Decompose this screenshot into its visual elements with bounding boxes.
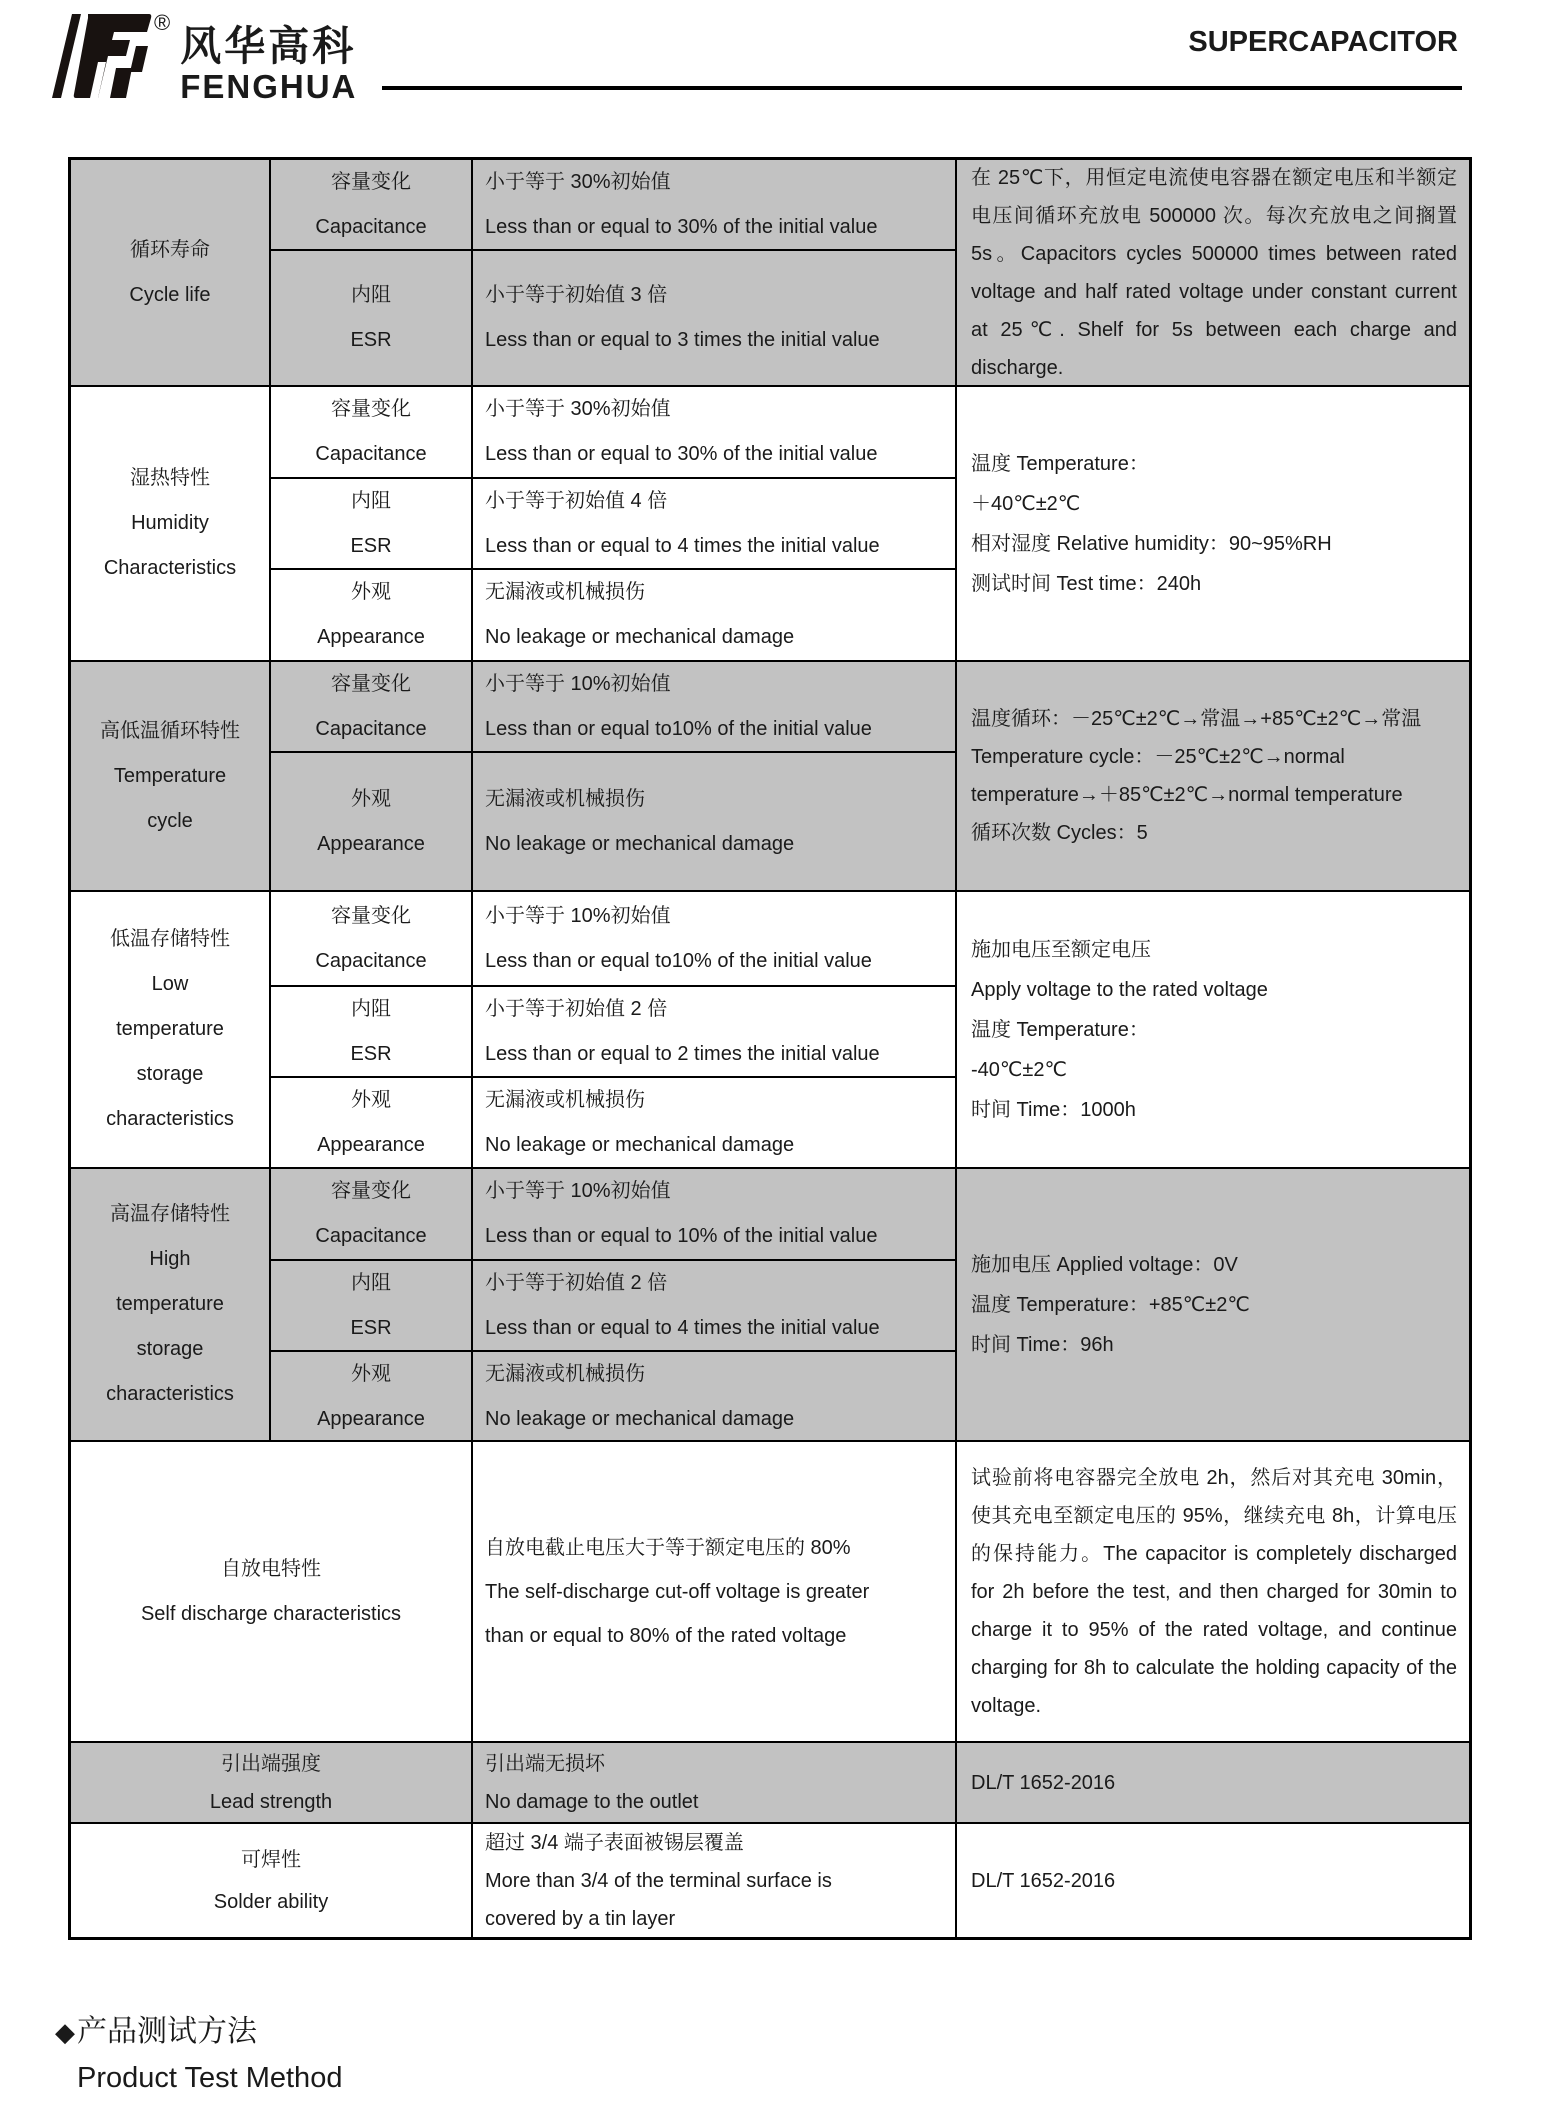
param-cell: 容量变化 Capacitance xyxy=(271,160,473,249)
requirement-cell: 小于等于 30%初始值 Less than or equal to 30% of the initial value xyxy=(473,387,957,477)
requirement-cell: 小于等于 10%初始值 Less than or equal to10% of the initial value xyxy=(473,892,957,985)
subrow xyxy=(271,387,957,477)
page-header xyxy=(0,0,1552,110)
param-cell: 外观 Appearance xyxy=(271,1078,473,1167)
method-cell: 温度循环：－25℃±2℃→常温→+85℃±2℃→常温 Temperature cycle：－25℃±2℃→normal temperature→＋85℃±2℃→normal temperature 循环次数 Cycles：5 xyxy=(971,708,1422,844)
row-temperature-cycle xyxy=(71,660,1469,890)
fenghua-logo xyxy=(52,10,357,104)
requirement-cell: 无漏液或机械损伤 No leakage or mechanical damage xyxy=(473,753,957,890)
row-low-temperature-storage xyxy=(71,890,1469,1167)
item-cell: 自放电特性 Self discharge characteristics xyxy=(71,1442,473,1741)
section-title-zh-text: 产品测试方法 xyxy=(77,2015,257,2048)
param-cell: 内阻 ESR xyxy=(271,987,473,1076)
fenghua-logo-mark-icon xyxy=(52,10,152,98)
method-cell: 试验前将电容器完全放电 2h，然后对其充电 30min，使其充电至额定电压的 95%，继续充电 8h，计算电压的保持能力。The capacitor is completely discharged for 2h before the test, and then charged for 30min to charge it to 95% of the rated voltage, and continue charging for 8h to calculate the holding capacity of the voltage. xyxy=(971,1466,1457,1717)
method-cell: DL/T 1652-2016 xyxy=(971,1771,1116,1794)
param-cell: 内阻 ESR xyxy=(271,251,473,385)
param-cell: 容量变化 Capacitance xyxy=(271,1169,473,1259)
requirement-cell: 小于等于初始值 3 倍 Less than or equal to 3 times the initial value xyxy=(473,251,957,385)
requirement-cell: 无漏液或机械损伤 No leakage or mechanical damage xyxy=(473,1078,957,1167)
requirement-cell: 小于等于 30%初始值 Less than or equal to 30% of the initial value xyxy=(473,160,957,249)
row-solder-ability xyxy=(71,1822,1469,1937)
requirement-cell: 超过 3/4 端子表面被锡层覆盖 More than 3/4 of the terminal surface is covered by a tin layer xyxy=(473,1824,957,1937)
param-cell: 容量变化 Capacitance xyxy=(271,892,473,985)
param-cell: 内阻 ESR xyxy=(271,1261,473,1350)
subrow xyxy=(271,662,957,751)
item-cell: 低温存储特性 Low temperature storage characteristics xyxy=(71,892,271,1167)
param-cell: 容量变化 Capacitance xyxy=(271,662,473,751)
row-humidity xyxy=(71,385,1469,660)
section-title-english: Product Test Method xyxy=(77,2062,343,2094)
param-cell: 容量变化 Capacitance xyxy=(271,387,473,477)
subrow xyxy=(271,568,957,660)
brand-name-chinese: 风华高科 xyxy=(180,23,357,69)
method-cell: DL/T 1652-2016 xyxy=(971,1869,1116,1892)
subrow xyxy=(271,160,957,249)
item-cell: 高温存储特性 High temperature storage characteristics xyxy=(71,1169,271,1440)
method-cell: 施加电压 Applied voltage：0V 温度 Temperature：+85℃±2℃ 时间 Time：96h xyxy=(971,1253,1250,1356)
diamond-bullet-icon: ◆ xyxy=(55,2017,75,2047)
item-cell: 循环寿命 Cycle life xyxy=(71,160,271,385)
brand-name-english: FENGHUA xyxy=(180,68,358,105)
item-cell: 可焊性 Solder ability xyxy=(71,1824,473,1937)
param-cell: 外观 Appearance xyxy=(271,1352,473,1442)
subrow xyxy=(271,1169,957,1259)
param-cell: 外观 Appearance xyxy=(271,753,473,890)
subrow xyxy=(271,1259,957,1350)
item-cell: 高低温循环特性 Temperature cycle xyxy=(71,662,271,890)
section-title-chinese xyxy=(55,2008,342,2056)
section-footer xyxy=(55,2008,342,2100)
param-cell: 内阻 ESR xyxy=(271,479,473,568)
requirement-cell: 引出端无损坏 No damage to the outlet xyxy=(473,1743,957,1822)
requirement-cell: 小于等于初始值 2 倍 Less than or equal to 2 times the initial value xyxy=(473,987,957,1076)
row-cycle-life xyxy=(71,160,1469,385)
requirement-cell: 小于等于 10%初始值 Less than or equal to10% of the initial value xyxy=(473,662,957,751)
subrow xyxy=(271,1350,957,1442)
header-divider xyxy=(382,86,1462,90)
method-cell: 在 25℃下，用恒定电流使电容器在额定电压和半额定电压间循环充放电 500000 次。每次充放电之间搁置 5s。Capacitors cycles 500000 times between rated voltage and half rated voltage under constant current at 25℃. Shelf for 5s between each charge and discharge. xyxy=(971,166,1457,379)
subrow xyxy=(271,751,957,890)
requirement-cell: 小于等于 10%初始值 Less than or equal to 10% of the initial value xyxy=(473,1169,957,1259)
requirement-cell: 自放电截止电压大于等于额定电压的 80% The self-discharge cut-off voltage is greater than or equal to 80% of the rated voltage xyxy=(473,1442,957,1741)
requirement-cell: 小于等于初始值 4 倍 Less than or equal to 4 times the initial value xyxy=(473,479,957,568)
registered-trademark-icon: ® xyxy=(154,10,171,35)
subrow xyxy=(271,477,957,568)
item-cell: 引出端强度 Lead strength xyxy=(71,1743,473,1822)
row-lead-strength xyxy=(71,1741,1469,1822)
param-cell: 外观 Appearance xyxy=(271,570,473,660)
requirement-cell: 无漏液或机械损伤 No leakage or mechanical damage xyxy=(473,1352,957,1442)
row-self-discharge xyxy=(71,1440,1469,1741)
item-cell: 湿热特性 Humidity Characteristics xyxy=(71,387,271,660)
subrow xyxy=(271,985,957,1076)
subrow xyxy=(271,892,957,985)
requirement-cell: 小于等于初始值 2 倍 Less than or equal to 4 times the initial value xyxy=(473,1261,957,1350)
subrow xyxy=(271,1076,957,1167)
method-cell: 温度 Temperature： ＋40℃±2℃ 相对湿度 Relative humidity：90~95%RH 测试时间 Test time：240h xyxy=(971,452,1332,595)
row-high-temperature-storage xyxy=(71,1167,1469,1440)
requirement-cell: 无漏液或机械损伤 No leakage or mechanical damage xyxy=(473,570,957,660)
page-title: SUPERCAPACITOR xyxy=(1188,26,1458,58)
method-cell: 施加电压至额定电压 Apply voltage to the rated voltage 温度 Temperature： -40℃±2℃ 时间 Time：1000h xyxy=(971,938,1268,1121)
brand-text xyxy=(180,24,357,104)
reliability-spec-table xyxy=(68,157,1472,1940)
subrow xyxy=(271,249,957,385)
